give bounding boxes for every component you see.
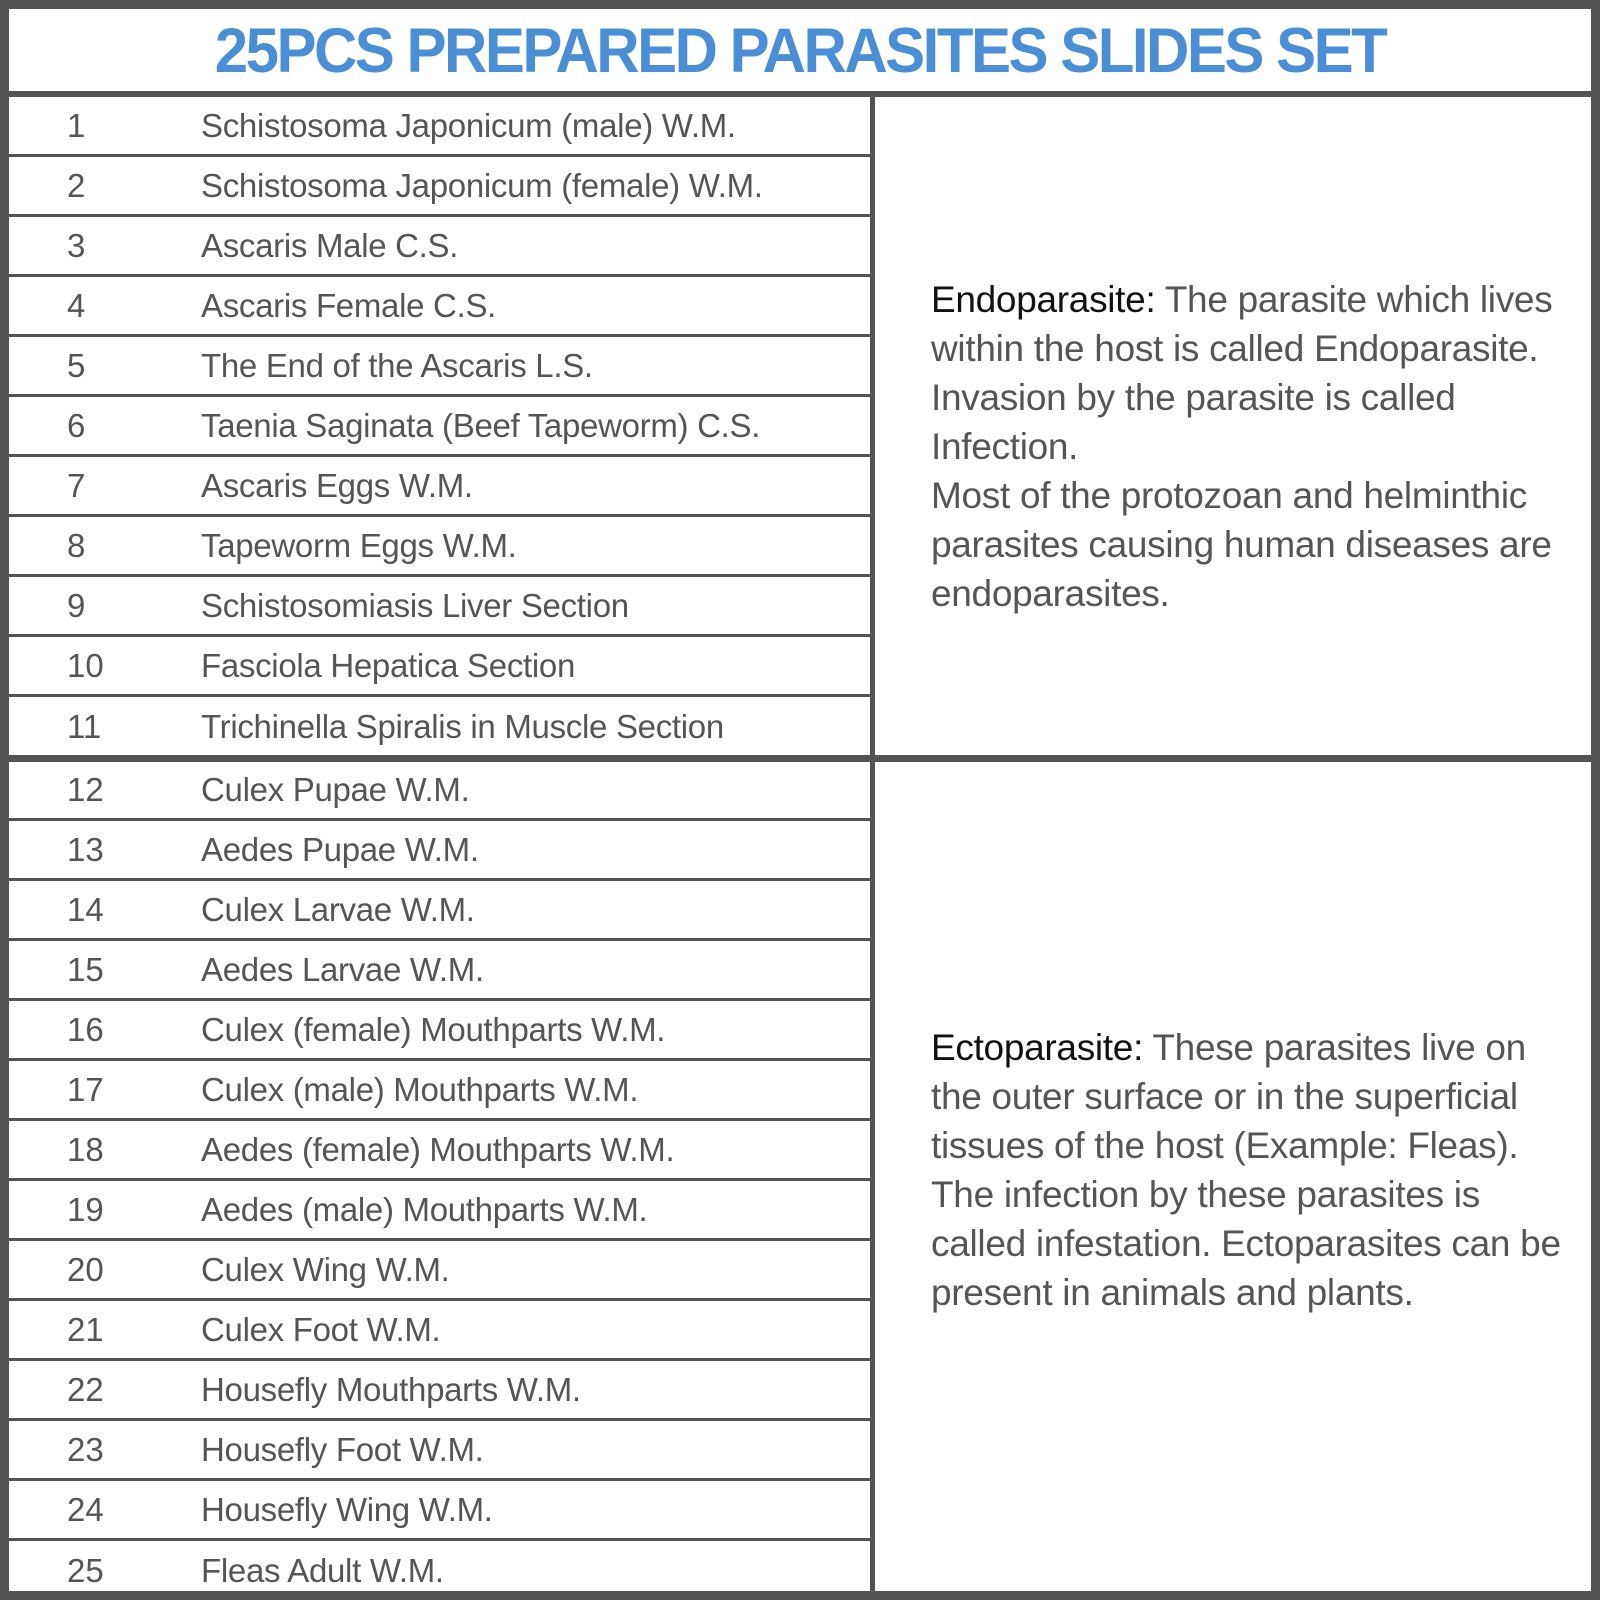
table-row [9, 1121, 870, 1181]
slide-number: 21 [67, 1310, 104, 1348]
slide-number: 5 [67, 346, 86, 384]
endoparasite-description [931, 275, 1571, 618]
slide-number: 20 [67, 1250, 104, 1288]
slide-number: 4 [67, 286, 86, 324]
slide-name: Ascaris Male C.S. [201, 226, 459, 264]
table-row [9, 217, 870, 277]
slide-name: Culex Wing W.M. [201, 1250, 450, 1288]
slide-name: Culex (female) Mouthparts W.M. [201, 1010, 666, 1048]
table-row [9, 457, 870, 517]
table-row [9, 941, 870, 1001]
table-row [9, 517, 870, 577]
slide-number: 3 [67, 226, 86, 264]
slide-number: 8 [67, 526, 86, 564]
slide-name: Tapeworm Eggs W.M. [201, 526, 517, 564]
table-row [9, 277, 870, 337]
slide-number: 2 [67, 166, 86, 204]
slide-name: Culex (male) Mouthparts W.M. [201, 1070, 639, 1108]
slide-name: Aedes (male) Mouthparts W.M. [201, 1190, 648, 1228]
slide-name: Aedes Larvae W.M. [201, 950, 484, 988]
table-row [9, 637, 870, 697]
slide-number: 18 [67, 1130, 104, 1168]
slide-number: 9 [67, 586, 86, 624]
section-divider [0, 755, 1600, 762]
slide-number: 16 [67, 1010, 104, 1048]
slide-number: 10 [67, 646, 104, 684]
table-row [9, 1001, 870, 1061]
slide-number: 13 [67, 830, 104, 868]
table-row [9, 1241, 870, 1301]
table-row [9, 1361, 870, 1421]
slide-number: 1 [67, 106, 86, 144]
endoparasite-text-2: Most of the protozoan and helminthic parasites causing human diseases are endoparasites. [931, 475, 1552, 614]
table-row [9, 157, 870, 217]
slide-name: Fasciola Hepatica Section [201, 646, 576, 684]
slide-number: 25 [67, 1552, 104, 1589]
table-row [9, 821, 870, 881]
table-row [9, 1181, 870, 1241]
slide-number: 14 [67, 890, 104, 928]
slide-number: 15 [67, 950, 104, 988]
slide-number: 23 [67, 1430, 104, 1468]
slide-number: 7 [67, 466, 86, 504]
ectoparasite-term: Ectoparasite: [931, 1027, 1144, 1068]
table-row [9, 1061, 870, 1121]
slide-name: Schistosoma Japonicum (male) W.M. [201, 106, 736, 144]
slide-number: 12 [67, 770, 104, 808]
slide-number: 19 [67, 1190, 104, 1228]
table-row [9, 697, 870, 757]
table-row [9, 397, 870, 457]
slide-name: Culex Larvae W.M. [201, 890, 475, 928]
ectoparasite-description [931, 1023, 1571, 1317]
table-row [9, 337, 870, 397]
table-row [9, 577, 870, 637]
table-row [9, 881, 870, 941]
slide-name: Housefly Wing W.M. [201, 1490, 493, 1528]
title-bar [9, 9, 1591, 91]
table-row [9, 1481, 870, 1541]
slide-name: Aedes Pupae W.M. [201, 830, 479, 868]
slide-name: Ascaris Female C.S. [201, 286, 497, 324]
slide-name: Culex Foot W.M. [201, 1310, 441, 1348]
slide-number: 17 [67, 1070, 104, 1108]
slide-name: The End of the Ascaris L.S. [201, 346, 593, 384]
slide-number: 6 [67, 406, 86, 444]
endoparasite-text: The parasite which lives within the host is called Endoparasite. Invasion by the parasite is called Infection. [931, 279, 1553, 467]
ectoparasite-text: These parasites live on the outer surface or in the superficial tissues of the host (Example: Fleas). The infection by these parasites is called infestation. Ectoparasites can be present in animals and plants. [931, 1027, 1561, 1313]
slide-number: 11 [67, 708, 102, 745]
slide-name: Culex Pupae W.M. [201, 770, 470, 808]
slide-name: Ascaris Eggs W.M. [201, 466, 473, 504]
table-row [9, 1421, 870, 1481]
slide-name: Fleas Adult W.M. [201, 1552, 444, 1589]
slide-number: 24 [67, 1490, 104, 1528]
slide-name: Housefly Foot W.M. [201, 1430, 484, 1468]
table-row [9, 1541, 870, 1601]
endoparasite-term: Endoparasite: [931, 279, 1156, 320]
page-title: 25PCS PREPARED PARASITES SLIDES SET [214, 14, 1386, 86]
slide-name: Schistosoma Japonicum (female) W.M. [201, 166, 763, 204]
slide-name: Aedes (female) Mouthparts W.M. [201, 1130, 675, 1168]
table-row [9, 97, 870, 157]
table-row [9, 761, 870, 821]
slide-name: Housefly Mouthparts W.M. [201, 1370, 581, 1408]
column-divider [870, 97, 875, 1591]
slide-name: Trichinella Spiralis in Muscle Section [201, 708, 724, 745]
slide-name: Taenia Saginata (Beef Tapeworm) C.S. [201, 406, 761, 444]
table-row [9, 1301, 870, 1361]
slide-number: 22 [67, 1370, 104, 1408]
slide-name: Schistosomiasis Liver Section [201, 586, 629, 624]
